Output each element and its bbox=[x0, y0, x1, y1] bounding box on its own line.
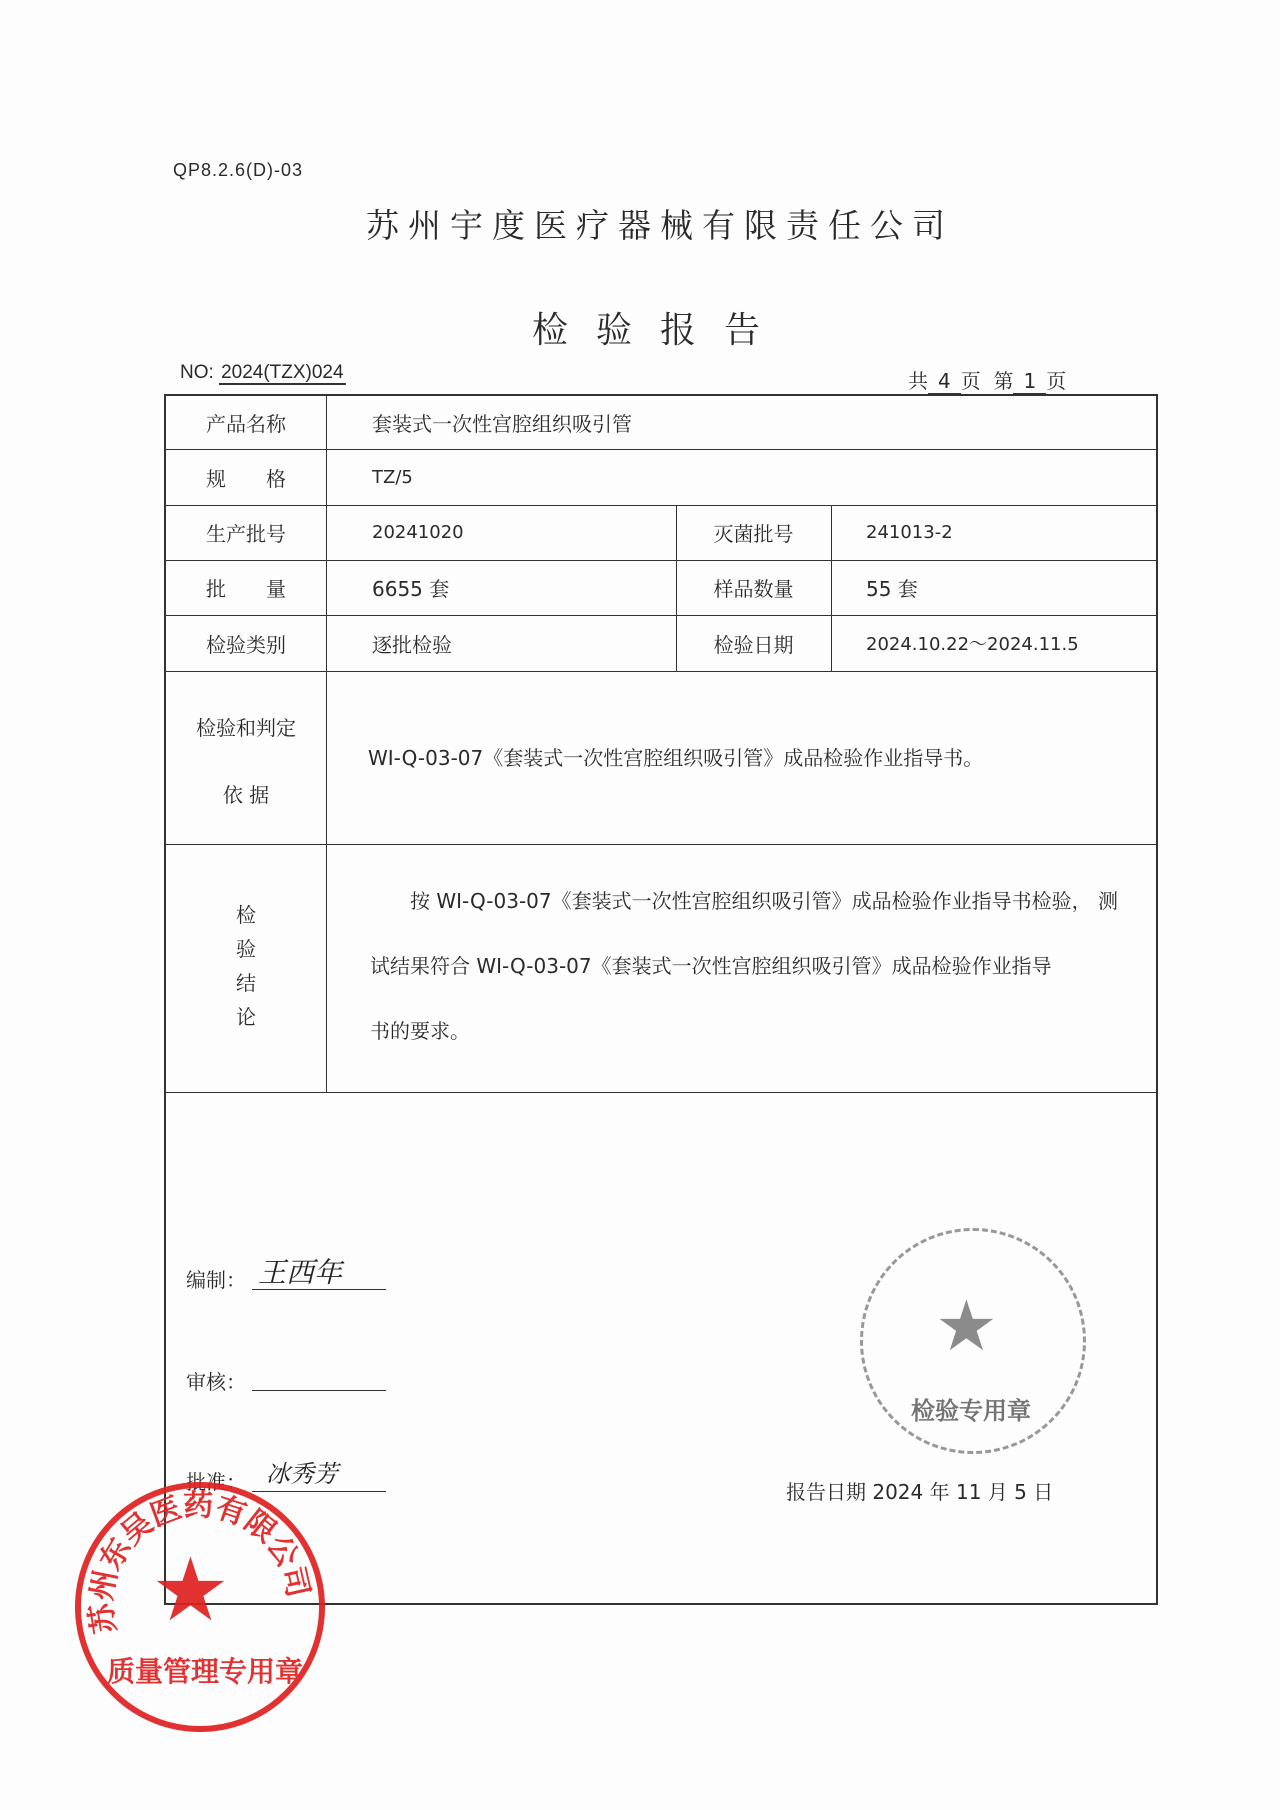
report-title: 检验报告 bbox=[531, 310, 788, 351]
company-name: 苏州宇度医疗器械有限责任公司 bbox=[366, 206, 954, 245]
approved-signature: 冰秀芳 bbox=[266, 1460, 338, 1488]
reviewed-line bbox=[252, 1390, 386, 1391]
conclusion-text bbox=[370, 869, 1142, 1064]
pages-current-prefix: 第 bbox=[993, 369, 1014, 393]
prepared-label: 编制： bbox=[186, 1268, 246, 1292]
divider bbox=[166, 671, 1156, 672]
spec-label: 规 格 bbox=[206, 466, 286, 491]
conclusion-line: 按 WI-Q-03-07《套装式一次性宫腔组织吸引管》成品检验作业指导书检验， 测 bbox=[410, 889, 1118, 913]
inspection-stamp-text: 检验专用章 bbox=[911, 1397, 1031, 1425]
pages-current-suffix: 页 bbox=[1046, 369, 1067, 393]
inspection-type-label: 检验类别 bbox=[206, 632, 286, 657]
page-indicator bbox=[908, 365, 1066, 394]
conclusion-label-char: 验 bbox=[236, 936, 256, 961]
quantity-label: 批 量 bbox=[206, 577, 286, 601]
quality-stamp-text: 质量管理专用章 bbox=[107, 1655, 304, 1688]
batch-no-value: 20241020 bbox=[372, 522, 464, 543]
pages-total-suffix: 页 bbox=[960, 369, 981, 393]
inspection-type-value: 逐批检验 bbox=[372, 632, 452, 657]
report-date: 报告日期 2024 年 11 月 5 日 bbox=[786, 1480, 1054, 1504]
inspection-date-label: 检验日期 bbox=[713, 632, 794, 657]
basis-label-line1: 检验和判定 bbox=[196, 715, 296, 740]
conclusion-label-char: 论 bbox=[236, 1004, 256, 1029]
sterile-batch-value: 241013-2 bbox=[866, 522, 953, 543]
reviewed-label: 审核： bbox=[186, 1370, 246, 1394]
sample-qty-label: 样品数量 bbox=[713, 577, 794, 601]
spec-value: TZ/5 bbox=[372, 466, 413, 488]
conclusion-line: 试结果符合 WI-Q-03-07《套装式一次性宫腔组织吸引管》成品检验作业指导 bbox=[370, 954, 1052, 978]
pages-total: 4 bbox=[928, 369, 961, 395]
star-icon: ★ bbox=[151, 1538, 230, 1641]
inspection-date-value: 2024.10.22～2024.11.5 bbox=[866, 634, 1079, 655]
report-number-value: 2024(TZX)024 bbox=[221, 362, 344, 383]
basis-value: WI-Q-03-07《套装式一次性宫腔组织吸引管》成品检验作业指导书。 bbox=[368, 745, 984, 770]
basis-label-line2: 依 据 bbox=[222, 782, 270, 807]
product-name-value: 套装式一次性宫腔组织吸引管 bbox=[372, 412, 632, 436]
quality-stamp-ring-text: 苏州东吴医药有限公司 bbox=[84, 1488, 316, 1636]
pages-current: 1 bbox=[1013, 369, 1046, 395]
divider bbox=[166, 1092, 1156, 1093]
divider bbox=[166, 844, 1156, 845]
report-number bbox=[180, 362, 346, 384]
approved-label: 批准： bbox=[186, 1470, 246, 1494]
conclusion-label-char: 检 bbox=[236, 902, 256, 927]
sterile-batch-label: 灭菌批号 bbox=[713, 522, 794, 546]
conclusion-line: 书的要求。 bbox=[370, 1019, 470, 1043]
pages-total-prefix: 共 bbox=[908, 369, 928, 393]
quantity-value: 6655 套 bbox=[372, 577, 450, 601]
document-code: QP8.2.6(D)-03 bbox=[173, 160, 304, 180]
star-icon: ★ bbox=[935, 1285, 998, 1367]
product-name-label: 产品名称 bbox=[206, 412, 286, 436]
quality-stamp bbox=[75, 1482, 325, 1732]
inspection-stamp bbox=[860, 1228, 1086, 1454]
batch-no-label: 生产批号 bbox=[206, 522, 286, 546]
prepared-signature: 王西年 bbox=[258, 1256, 343, 1289]
report-number-label: NO: bbox=[180, 362, 214, 383]
conclusion-label-char: 结 bbox=[236, 970, 256, 995]
sample-qty-value: 55 套 bbox=[866, 577, 918, 601]
divider bbox=[831, 505, 832, 671]
divider bbox=[326, 396, 327, 1092]
